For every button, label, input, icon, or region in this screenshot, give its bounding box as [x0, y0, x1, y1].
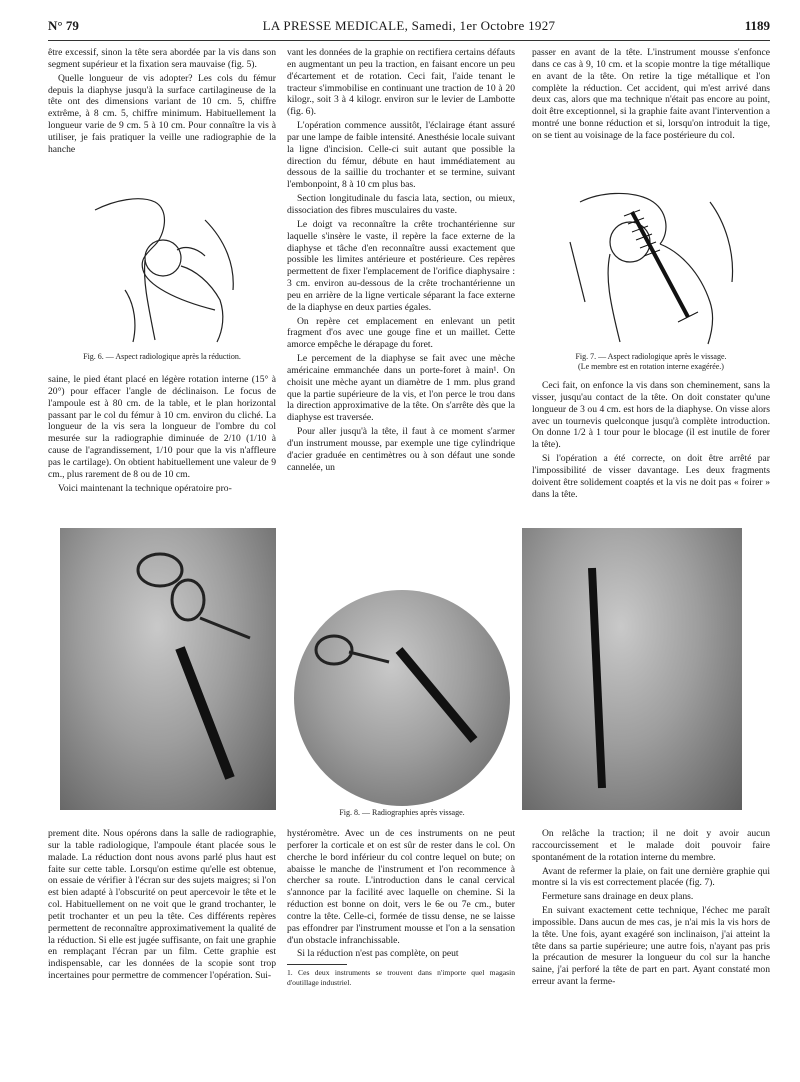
column-2-bottom — [287, 828, 515, 1078]
fig-7-hip-screw-drawing — [560, 182, 750, 347]
column-2-top — [287, 47, 515, 557]
column-3-bottom — [532, 828, 770, 1078]
paragraph: prement dite. Nous opérons dans la salle de radiographie, sur la table radiologique, l'ampoule étant placée sous le malade. La réduction dont nous avons parlé plus haut est faite sur cette table. Lorsqu'on estime qu'elle est obtenue, on essaie de vérifier à l'écran sur des sujets maigres; si l'on est bien adapté à l'obscurité on peut apercevoir le tête et le col. Habituellement on ne voit que le grand trochanter, le petit trochanter et un peu la tête. Ces différents repères permettent de reconnaître approximativement la qualité de la réduction. Si elle est jugée suffisante, on fait une graphie en remplaçant l'écran par un film. Cette graphie est indispensable, car les données de la scopie sont trop incertaines pour permettre de commencer l'opération. Sui- — [48, 828, 276, 982]
column-1-mid — [48, 374, 276, 522]
header-rule — [48, 40, 770, 41]
paragraph: Pour aller jusqu'à la tête, il faut à ce moment s'armer d'un instrument mousse, par exemple une tige cylindrique d'acier graduée en centimètres ou à son défaut une sonde cannelée, un — [287, 426, 515, 473]
footnote-rule — [287, 964, 347, 965]
column-3-mid — [532, 380, 770, 520]
fig-7-caption-note: (Le membre est en rotation interne exagérée.) — [578, 362, 724, 371]
fig-6-hip-drawing — [85, 190, 265, 350]
issue-number: N° 79 — [48, 18, 79, 33]
column-1-top — [48, 47, 276, 185]
page-header — [48, 18, 770, 40]
page-number: 1189 — [744, 18, 770, 33]
paragraph: saine, le pied étant placé en légère rotation interne (15° à 20°) pour effacer l'angle de déclinaison. Le focus de l'ampoule est à 80 cm. de la table, et le plan horizontal passant par le col du fémur à 10 cm. environ du cliché. La longueur de la vis sera la longueur de l'ombre du col mesurée sur la radiographie diminuée de 2/10 (1/10 à cause de l'agrandissement, 1/10 pour que la vis n'affleure pas le cartilage). On obtient habituellement une valeur de 9 cm., plus rarement de 8 ou de 10 cm. — [48, 374, 276, 480]
paragraph: être excessif, sinon la tête sera abordée par la vis dans son segment supérieur et la fixation sera mauvaise (fig. 5). — [48, 47, 276, 70]
paragraph: hystéromètre. Avec un de ces instruments on ne peut perforer la corticale et on est sûr de rester dans le col. On cherche le bord inférieur du col contre lequel on bute; on abaisse le manche de l'instrument et l'on recommence à chercher sa route. L'introduction dans le canal cervical s'annonce par la facilité avec laquelle on chemine. Si la réduction est bonne on doit, vers le 6e ou 7e cm., buter contre la tête. Celle-ci, formée de tissu dense, ne se laisse pas effondrer par l'instrument mousse et l'on a la sensation d'un obstacle infranchissable. — [287, 828, 515, 946]
column-1-bottom — [48, 828, 276, 1078]
paragraph: L'opération commence aussitôt, l'éclairage étant assuré par une lampe de faible intensité. Anesthésie locale suivant la ligne d'incision. Celle-ci suit autant que possible la direction du fémur, débute en haut immédiatement au dessous de la saillie du trochanter et se termine, suivant l'embonpoint, 8 à 10 cm plus bas. — [287, 120, 515, 191]
fig-8-radiograph-right — [522, 528, 742, 810]
paragraph: Quelle longueur de vis adopter? Les cols du fémur depuis la diaphyse jusqu'à la surface cartilagineuse de la tête ont des dimensions variant de 10 cm. 5, chiffre extrême, à 8 cm. 5, chiffre minimum. Habituellement la longueur varie de 9 cm. 5 à 10 cm. Pour connaître la vis à utiliser, je fais pratiquer la veille une radiographie de la hanche — [48, 72, 276, 155]
fig-8-caption: Fig. 8. — Radiographies après vissage. — [339, 808, 465, 817]
paragraph: Le doigt va reconnaître la crête trochantérienne sur laquelle s'insère le vaste, il repère la face externe de la diaphyse et tâche d'en reconnaître aussi exactement que possible les limites antérieure et postérieure. Ces repères permettent de fixer l'emplacement de l'orifice diaphysaire : 3 cm. environ au-dessous de la crête trochantérienne un peu en arrière de la ligne verticale séparant la face externe de la diaphyse en deux parties égales. — [287, 218, 515, 313]
paragraph: Ceci fait, on enfonce la vis dans son cheminement, sans la visser, jusqu'au contact de la tête. On doit constater qu'une longueur de 3 ou 4 cm. est hors de la diaphyse. On visse alors avec un tournevis quelconque jusqu'à complète introduction. On donne 1/2 à 1 tour pour le blocage (il est inutile de forer la tête). — [532, 380, 770, 451]
paragraph: Si la réduction n'est pas complète, on peut — [297, 948, 459, 960]
paragraph: passer en avant de la tête. L'instrument mousse s'enfonce dans ce cas à 9, 10 cm. et la scopie montre la tige métallique en avant de la tête. On retire la tige métallique et l'on complète la réduction. Cet accident, qui m'est arrivé dans deux cas, alors que ma technique n'était pas encore au point, doit être exceptionnel, si la graphie faite avant l'intervention a montré une bonne réduction et si, lorsqu'on introduit la tige, on se tient au voisinage de la face postérieure du col. — [532, 47, 770, 141]
fig-7-caption: Fig. 7. — Aspect radiologique après le vissage. — [575, 352, 727, 361]
paragraph: vant les données de la graphie on rectifiera certains défauts en augmentant un peu la traction, en faisant encore un peu d'écartement et de rotation. Ceci fait, l'aide tenant le tracteur s'immobilise en continuant une traction de 10 à 20 kilogr., soit 3 à 4 kilogr. environ sur le levier de Lambotte (fig. 6). — [287, 47, 515, 118]
fig-6-caption: Fig. 6. — Aspect radiologique après la réduction. — [83, 352, 241, 361]
paragraph: En suivant exactement cette technique, l'échec me paraît impossible. Dans aucun de mes cas, je n'ai mis la vis hors de la tête. Une fois, ayant exagéré son inclinaison, j'ai atteint la tête dans sa partie supérieure; une autre fois, n'ayant pas pris la précaution de mesurer la longueur du col sur la hanche saine, j'ai perforé la tête de part en part. Ayant constaté mon erreur avant la ferme- — [532, 905, 770, 988]
paragraph: Voici maintenant la technique opératoire pro- — [58, 482, 232, 494]
journal-title: LA PRESSE MEDICALE, Samedi, 1er Octobre 1927 — [262, 18, 556, 33]
paragraph: Section longitudinale du fascia lata, section, ou mieux, dissociation des fibres musculaires du vaste. — [287, 193, 515, 216]
fig-8-radiograph-left — [60, 528, 276, 810]
paragraph: Si l'opération a été correcte, on doit être arrêté par l'impossibilité de visser davantage. Les deux fragments doivent être solidement coaptés et la vis ne doit pas « foirer » dans la tête. — [532, 453, 770, 500]
paragraph: On repère cet emplacement en enlevant un petit fragment d'os avec une gouge fine et un maillet. Cette amorce empêche le dérapage du foret. — [287, 315, 515, 351]
paragraph: Le percement de la diaphyse se fait avec une mèche américaine emmanchée dans un porte-foret à main¹. On choisit une mèche ayant un diamètre de 1 mm. plus grand que la partie supérieure de la vis, et l'on perce le trou dans la direction approximative de la tête. On s'arrête dès que la diaphyse est traversée. — [287, 353, 515, 424]
paragraph: On relâche la traction; il ne doit y avoir aucun raccourcissement et le malade doit pouvoir faire spontanément de la rotation interne du membre. — [532, 828, 770, 863]
fig-8-radiograph-center — [294, 590, 510, 806]
paragraph: Fermeture sans drainage en deux plans. — [542, 891, 694, 903]
footnote: 1. Ces deux instruments se trouvent dans n'importe quel magasin d'outillage industriel. — [287, 968, 515, 987]
column-3-top — [532, 47, 770, 179]
paragraph: Avant de refermer la plaie, on fait une dernière graphie qui montre si la vis est correctement placée (fig. 7). — [532, 865, 770, 889]
